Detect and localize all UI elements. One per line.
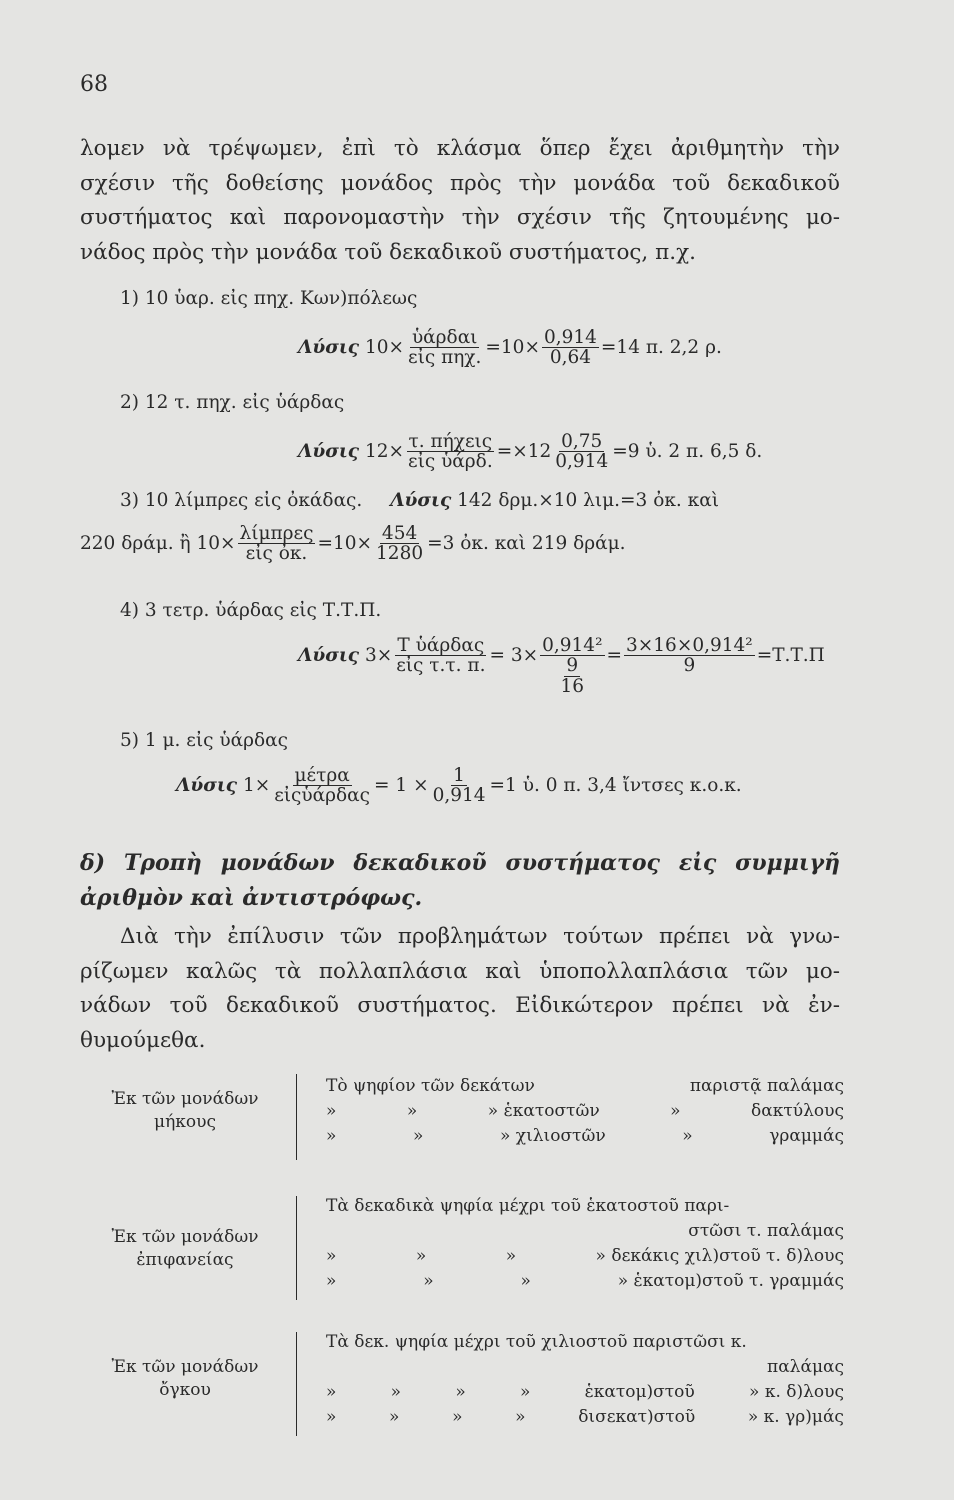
text-line: λομεν νὰ τρέψωμεν, ἐπὶ τὸ κλάσμα ὅπερ ἔχει ἀριθμητὴν τὴν xyxy=(80,136,840,161)
fraction xyxy=(542,328,599,368)
units-group-area xyxy=(80,1194,844,1304)
fraction xyxy=(238,524,316,564)
cell: » xyxy=(682,1126,693,1146)
group-row xyxy=(326,1099,844,1124)
result: =14 π. 2,2 ρ. xyxy=(600,336,722,358)
fraction xyxy=(406,328,483,368)
example-3-text: 142 δρμ.×10 λιμ.=3 ὀκ. καὶ xyxy=(457,490,719,511)
example-3-label: 3) 10 λίμπρες εἰς ὀκάδας. xyxy=(120,490,363,511)
cell: » xyxy=(519,1382,531,1402)
fraction xyxy=(272,766,372,806)
cell: Τὰ δεκ. ψηφία μέχρι τοῦ χιλιοστοῦ παριστῶσι κ. xyxy=(326,1332,747,1352)
cell: » xyxy=(455,1382,466,1402)
example-5-label: 5) 1 μ. εἰς ὑάρδας xyxy=(120,730,288,751)
cell: » xyxy=(406,1101,418,1121)
term: 220 δράμ. ἢ 10× xyxy=(80,532,236,554)
text-line: ρίζωμεν καλῶς τὰ πολλαπλάσια καὶ ὑποπολλαπλάσια τῶν μο- xyxy=(80,958,840,984)
numerator: 1 xyxy=(453,765,465,786)
text-line: Διὰ τὴν ἐπίλυσιν τῶν προβλημάτων τούτων πρέπει νὰ γνω- xyxy=(120,924,840,949)
example-2-solution xyxy=(298,432,762,472)
cell: στῶσι τ. παλάμας xyxy=(688,1221,844,1241)
numerator: 3×16×0,914² xyxy=(626,635,753,656)
cell: » xyxy=(390,1382,402,1402)
lysis-label: Λύσις xyxy=(390,490,452,511)
group-label-line: μήκους xyxy=(154,1112,216,1132)
page-number: 68 xyxy=(80,72,108,97)
term: =10× xyxy=(485,336,540,358)
denominator: 9 xyxy=(683,655,696,677)
group-row xyxy=(326,1074,844,1099)
group-rows xyxy=(326,1074,844,1149)
cell: » xyxy=(452,1407,463,1427)
result: =1 ὑ. 0 π. 3,4 ἴντσες κ.ο.κ. xyxy=(489,774,742,796)
denominator: 0,914 xyxy=(555,451,609,473)
term: 12× xyxy=(364,440,404,462)
cell: » xyxy=(326,1126,337,1146)
example-3-line xyxy=(120,490,719,511)
term: 3× xyxy=(364,644,393,666)
group-row xyxy=(326,1380,844,1405)
denominator: 1280 xyxy=(376,543,424,565)
term: =10× xyxy=(317,532,373,554)
numerator: Τ ὑάρδας xyxy=(397,635,485,656)
result: =Τ.Τ.Π xyxy=(756,644,825,666)
brace xyxy=(296,1074,307,1160)
fraction xyxy=(431,766,488,806)
numerator: 0,75 xyxy=(561,431,603,452)
fraction xyxy=(624,636,755,676)
section-heading xyxy=(80,846,840,916)
group-row xyxy=(326,1219,844,1244)
numerator-denominator: 9 xyxy=(566,655,579,677)
text-line: θυμούμεθα. xyxy=(80,1027,206,1053)
cell: » xyxy=(423,1271,434,1291)
cell: » xyxy=(515,1407,526,1427)
units-group-volume xyxy=(80,1330,844,1440)
cell: » xyxy=(505,1246,517,1266)
fraction xyxy=(374,524,425,564)
group-row xyxy=(326,1194,844,1219)
group-label-line: ὄγκου xyxy=(159,1380,211,1400)
group-label-line: Ἐκ τῶν μονάδων xyxy=(111,1357,259,1377)
denominator: εἰςὑάρδας xyxy=(274,785,371,807)
denominator: εἰς πηχ. xyxy=(407,347,482,369)
lysis-label: Λύσις xyxy=(298,336,360,358)
group-label xyxy=(80,1226,290,1272)
cell: » ἑκατομ)στοῦ τ. γραμμάς xyxy=(617,1271,844,1291)
cell: » xyxy=(326,1271,337,1291)
cell: » κ. γρ)μάς xyxy=(747,1407,844,1427)
fraction xyxy=(553,432,610,472)
cell: » χιλιοστῶν xyxy=(500,1126,606,1146)
cell: » xyxy=(389,1407,400,1427)
lysis-label: Λύσις xyxy=(298,644,360,666)
group-label-line: ἐπιφανείας xyxy=(136,1250,234,1270)
fraction xyxy=(394,636,487,676)
cell: Τὸ ψηφίον τῶν δεκάτων xyxy=(326,1076,535,1096)
group-row xyxy=(326,1269,844,1294)
group-label-line: Ἐκ τῶν μονάδων xyxy=(111,1227,259,1247)
result: =3 ὀκ. καὶ 219 δράμ. xyxy=(427,532,626,554)
brace xyxy=(296,1332,307,1436)
group-row xyxy=(326,1405,844,1430)
fraction xyxy=(406,432,495,472)
numerator: μέτρα xyxy=(294,765,350,786)
term: 1× xyxy=(242,774,271,796)
denominator: 0,64 xyxy=(549,347,592,369)
cell: ἑκατομ)στοῦ xyxy=(584,1382,695,1402)
example-2-label: 2) 12 τ. πηχ. εἰς ὑάρδας xyxy=(120,392,345,413)
text-line: σχέσιν τῆς δοθείσης μονάδος πρὸς τὴν μονάδα τοῦ δεκαδικοῦ xyxy=(80,170,840,196)
cell: Τὰ δεκαδικὰ ψηφία μέχρι τοῦ ἑκατοστοῦ παρι- xyxy=(326,1196,730,1216)
denominator: εἰς τ.τ. π. xyxy=(396,655,486,677)
cell: » xyxy=(670,1101,681,1121)
example-1-label: 1) 10 ὑαρ. εἰς πηχ. Κων)πόλεως xyxy=(120,288,418,309)
group-rows xyxy=(326,1194,844,1294)
cell: » xyxy=(326,1407,337,1427)
cell: » xyxy=(520,1271,531,1291)
example-5-solution xyxy=(176,766,742,806)
cell: γραμμάς xyxy=(769,1126,844,1146)
cell: » xyxy=(326,1246,337,1266)
cell: παριστᾷ παλάμας xyxy=(689,1076,844,1096)
numerator: 0,914 xyxy=(543,327,597,348)
result: =9 ὑ. 2 π. 6,5 δ. xyxy=(612,440,763,462)
group-row xyxy=(326,1330,844,1355)
group-label xyxy=(80,1088,290,1134)
example-4-label: 4) 3 τετρ. ὑάρδας εἰς Τ.Τ.Π. xyxy=(120,600,382,621)
term: = 3× xyxy=(489,644,539,666)
heading-line: ἀριθμὸν καὶ ἀντιστρόφως. xyxy=(80,885,423,911)
denominator: εἰς ὀκ. xyxy=(245,543,308,565)
text-line: συστήματος καὶ παρονομαστὴν τὴν σχέσιν τῆς ζητουμένης μο- xyxy=(80,205,840,230)
example-3-solution xyxy=(80,524,626,564)
cell: » δεκάκις χιλ)στοῦ τ. δ)λους xyxy=(595,1246,844,1266)
example-4-solution xyxy=(298,636,825,696)
heading-line: δ) Τροπὴ μονάδων δεκαδικοῦ συστήματος εἰς συμμιγῆ xyxy=(80,850,840,876)
units-group-length xyxy=(80,1072,844,1162)
lysis-label: Λύσις xyxy=(176,774,238,796)
group-row xyxy=(326,1244,844,1269)
group-label-line: Ἐκ τῶν μονάδων xyxy=(111,1089,259,1109)
cell: δισεκατ)στοῦ xyxy=(578,1407,696,1427)
cell: παλάμας xyxy=(767,1357,844,1377)
intro-paragraph xyxy=(80,132,840,270)
cell: » κ. δ)λους xyxy=(749,1382,844,1402)
term: =×12 xyxy=(496,440,552,462)
numerator: τ. πήχεις xyxy=(408,431,493,452)
cell: » xyxy=(326,1101,337,1121)
text-line: νάδων τοῦ δεκαδικοῦ συστήματος. Εἰδικώτερον πρέπει νὰ ἐν- xyxy=(80,993,840,1018)
cell: » xyxy=(413,1126,424,1146)
cell: » xyxy=(326,1382,337,1402)
group-row xyxy=(326,1124,844,1149)
lysis-label: Λύσις xyxy=(298,440,360,462)
body-paragraph xyxy=(80,920,840,1058)
denominator: εἰς ὑάρδ. xyxy=(407,451,493,473)
group-row xyxy=(326,1355,844,1380)
term: 10× xyxy=(364,336,404,358)
term: = 1 × xyxy=(374,774,429,796)
numerator: ὑάρδαι xyxy=(411,327,478,348)
numerator: 454 xyxy=(381,523,418,544)
denominator: 16 xyxy=(560,675,585,697)
equals: = xyxy=(606,644,623,666)
text-line: νάδος πρὸς τὴν μονάδα τοῦ δεκαδικοῦ συστήματος, π.χ. xyxy=(80,239,696,265)
numerator: 0,914² xyxy=(542,635,603,656)
cell: » xyxy=(415,1246,427,1266)
group-label xyxy=(80,1356,290,1402)
example-1-solution xyxy=(298,328,722,368)
denominator: 0,914 xyxy=(432,785,486,807)
group-rows xyxy=(326,1330,844,1430)
numerator: λίμπρες xyxy=(239,523,314,544)
cell: » ἑκατοστῶν xyxy=(487,1101,600,1121)
brace xyxy=(296,1196,307,1300)
compound-fraction xyxy=(540,636,604,696)
cell: δακτύλους xyxy=(751,1101,844,1121)
